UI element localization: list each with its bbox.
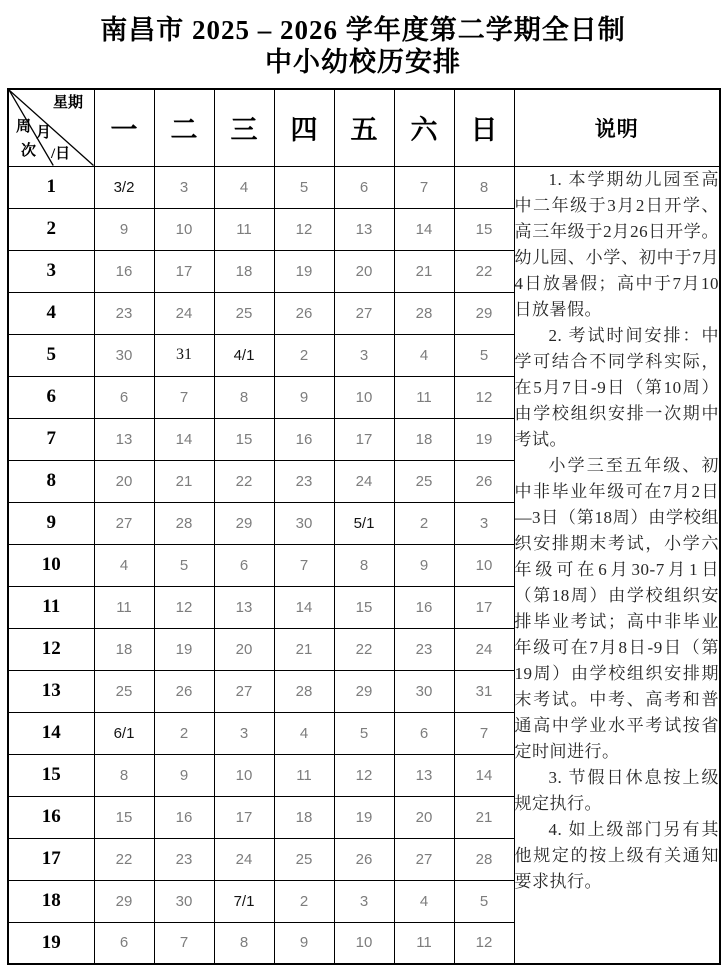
date-cell: 14: [394, 208, 454, 250]
date-cell: 21: [274, 628, 334, 670]
week-number: 4: [8, 292, 94, 334]
date-cell: 16: [154, 796, 214, 838]
week-number: 3: [8, 250, 94, 292]
date-cell: 8: [214, 922, 274, 964]
day-header-fri: 五: [334, 89, 394, 166]
date-cell: 7: [154, 922, 214, 964]
date-cell: 13: [394, 754, 454, 796]
date-cell: 24: [154, 292, 214, 334]
date-cell: 24: [214, 838, 274, 880]
date-cell: 17: [454, 586, 514, 628]
week-number: 2: [8, 208, 94, 250]
week-number: 10: [8, 544, 94, 586]
date-cell: 20: [334, 250, 394, 292]
date-cell: 2: [274, 334, 334, 376]
date-cell: 29: [454, 292, 514, 334]
date-cell: 5/1: [334, 502, 394, 544]
date-cell: 3/2: [94, 166, 154, 208]
date-cell: 28: [274, 670, 334, 712]
note-paragraph: 小学三至五年级、初中非毕业年级可在7月2日—3日（第18周）由学校组织安排期末考试，小学六年级可在6月30-7月1日（第18周）由学校组织安排毕业考试；高中非毕业年级可在7月8日-9日（第19周）由学校组织安排期末考试。中考、高考和普通高中学业水平考试按省定时间进行。: [514, 455, 719, 761]
week-number: 12: [8, 628, 94, 670]
corner-month-label: 月: [36, 125, 52, 141]
date-cell: 13: [334, 208, 394, 250]
date-cell: 11: [394, 922, 454, 964]
date-cell: 19: [274, 250, 334, 292]
page-title-line1: 南昌市 2025 – 2026 学年度第二学期全日制: [100, 15, 626, 45]
date-cell: 3: [334, 880, 394, 922]
date-cell: 28: [454, 838, 514, 880]
notes-header: 说明: [514, 89, 720, 166]
date-cell: 6: [334, 166, 394, 208]
date-cell: 25: [394, 460, 454, 502]
date-cell: 8: [454, 166, 514, 208]
date-cell: 14: [154, 418, 214, 460]
date-cell: 9: [274, 922, 334, 964]
week-number: 16: [8, 796, 94, 838]
date-cell: 29: [214, 502, 274, 544]
date-cell: 22: [454, 250, 514, 292]
day-header-sun: 日: [454, 89, 514, 166]
date-cell: 9: [154, 754, 214, 796]
date-cell: 3: [154, 166, 214, 208]
week-number: 11: [8, 586, 94, 628]
week-number: 14: [8, 712, 94, 754]
week-number: 5: [8, 334, 94, 376]
date-cell: 6: [94, 376, 154, 418]
date-cell: 29: [94, 880, 154, 922]
corner-day-label: /日: [51, 146, 71, 162]
date-cell: 28: [394, 292, 454, 334]
date-cell: 26: [274, 292, 334, 334]
page-title: [0, 14, 726, 78]
date-cell: 28: [154, 502, 214, 544]
date-cell: 4: [394, 334, 454, 376]
date-cell: 18: [94, 628, 154, 670]
date-cell: 15: [94, 796, 154, 838]
date-cell: 2: [394, 502, 454, 544]
date-cell: 7: [394, 166, 454, 208]
date-cell: 27: [214, 670, 274, 712]
date-cell: 23: [394, 628, 454, 670]
header-row: [8, 89, 720, 166]
date-cell: 31: [154, 334, 214, 376]
date-cell: 17: [334, 418, 394, 460]
date-cell: 21: [394, 250, 454, 292]
day-header-wed: 三: [214, 89, 274, 166]
date-cell: 10: [154, 208, 214, 250]
date-cell: 20: [394, 796, 454, 838]
date-cell: 15: [454, 208, 514, 250]
date-cell: 4: [214, 166, 274, 208]
date-cell: 14: [454, 754, 514, 796]
note-paragraph: 3. 节假日休息按上级规定执行。: [514, 767, 719, 813]
date-cell: 6: [94, 922, 154, 964]
date-cell: 4: [94, 544, 154, 586]
date-cell: 12: [334, 754, 394, 796]
note-paragraph: 4. 如上级部门另有其他规定的按上级有关通知要求执行。: [514, 819, 719, 891]
date-cell: 12: [454, 922, 514, 964]
date-cell: 27: [394, 838, 454, 880]
week-number: 18: [8, 880, 94, 922]
table-row: [8, 166, 720, 208]
corner-week-label-top: 周: [16, 119, 32, 135]
date-cell: 4: [274, 712, 334, 754]
corner-header-cell: [8, 89, 94, 166]
date-cell: 8: [214, 376, 274, 418]
date-cell: 27: [334, 292, 394, 334]
date-cell: 15: [214, 418, 274, 460]
date-cell: 14: [274, 586, 334, 628]
date-cell: 26: [454, 460, 514, 502]
week-number: 6: [8, 376, 94, 418]
date-cell: 6/1: [94, 712, 154, 754]
date-cell: 21: [454, 796, 514, 838]
week-number: 19: [8, 922, 94, 964]
date-cell: 4/1: [214, 334, 274, 376]
date-cell: 26: [334, 838, 394, 880]
date-cell: 5: [274, 166, 334, 208]
note-paragraph: 2. 考试时间安排：中学可结合不同学科实际，在5月7日-9日（第10周）由学校组织安排一次期中考试。: [514, 325, 719, 449]
date-cell: 4: [394, 880, 454, 922]
date-cell: 19: [454, 418, 514, 460]
date-cell: 5: [154, 544, 214, 586]
date-cell: 3: [454, 502, 514, 544]
date-cell: 19: [154, 628, 214, 670]
date-cell: 23: [154, 838, 214, 880]
date-cell: 30: [274, 502, 334, 544]
week-number: 9: [8, 502, 94, 544]
date-cell: 5: [334, 712, 394, 754]
week-number: 15: [8, 754, 94, 796]
date-cell: 9: [274, 376, 334, 418]
notes-cell: [514, 166, 720, 964]
date-cell: 10: [454, 544, 514, 586]
note-paragraph: 1. 本学期幼儿园至高中二年级于3月2日开学、高三年级于2月26日开学。幼儿园、小学、初中于7月4日放暑假；高中于7月10日放暑假。: [514, 169, 719, 319]
date-cell: 12: [154, 586, 214, 628]
date-cell: 10: [214, 754, 274, 796]
date-cell: 23: [274, 460, 334, 502]
corner-week-label-bottom: 次: [21, 143, 37, 159]
day-header-sat: 六: [394, 89, 454, 166]
date-cell: 27: [94, 502, 154, 544]
date-cell: 22: [94, 838, 154, 880]
date-cell: 12: [274, 208, 334, 250]
date-cell: 2: [274, 880, 334, 922]
date-cell: 16: [94, 250, 154, 292]
date-cell: 30: [394, 670, 454, 712]
date-cell: 13: [94, 418, 154, 460]
week-number: 8: [8, 460, 94, 502]
date-cell: 7: [154, 376, 214, 418]
date-cell: 7: [454, 712, 514, 754]
date-cell: 9: [94, 208, 154, 250]
date-cell: 7: [274, 544, 334, 586]
date-cell: 9: [394, 544, 454, 586]
date-cell: 11: [274, 754, 334, 796]
date-cell: 18: [214, 250, 274, 292]
date-cell: 20: [94, 460, 154, 502]
corner-weekday-label: 星期: [52, 95, 83, 111]
date-cell: 5: [454, 880, 514, 922]
date-cell: 11: [214, 208, 274, 250]
date-cell: 20: [214, 628, 274, 670]
date-cell: 7/1: [214, 880, 274, 922]
date-cell: 10: [334, 376, 394, 418]
date-cell: 5: [454, 334, 514, 376]
week-number: 13: [8, 670, 94, 712]
date-cell: 11: [94, 586, 154, 628]
date-cell: 30: [154, 880, 214, 922]
date-cell: 10: [334, 922, 394, 964]
calendar-table: [7, 88, 721, 965]
date-cell: 24: [454, 628, 514, 670]
week-number: 1: [8, 166, 94, 208]
date-cell: 3: [214, 712, 274, 754]
date-cell: 16: [394, 586, 454, 628]
date-cell: 17: [154, 250, 214, 292]
date-cell: 3: [334, 334, 394, 376]
date-cell: 19: [334, 796, 394, 838]
date-cell: 6: [214, 544, 274, 586]
day-header-tue: 二: [154, 89, 214, 166]
date-cell: 23: [94, 292, 154, 334]
week-number: 7: [8, 418, 94, 460]
date-cell: 8: [94, 754, 154, 796]
day-header-thu: 四: [274, 89, 334, 166]
week-number: 17: [8, 838, 94, 880]
date-cell: 30: [94, 334, 154, 376]
date-cell: 12: [454, 376, 514, 418]
date-cell: 25: [274, 838, 334, 880]
date-cell: 11: [394, 376, 454, 418]
date-cell: 8: [334, 544, 394, 586]
date-cell: 31: [454, 670, 514, 712]
date-cell: 25: [214, 292, 274, 334]
date-cell: 15: [334, 586, 394, 628]
date-cell: 16: [274, 418, 334, 460]
date-cell: 24: [334, 460, 394, 502]
date-cell: 25: [94, 670, 154, 712]
date-cell: 17: [214, 796, 274, 838]
date-cell: 22: [334, 628, 394, 670]
date-cell: 18: [394, 418, 454, 460]
date-cell: 18: [274, 796, 334, 838]
date-cell: 2: [154, 712, 214, 754]
date-cell: 21: [154, 460, 214, 502]
page-title-line2: 中小幼校历安排: [265, 47, 461, 77]
date-cell: 22: [214, 460, 274, 502]
date-cell: 6: [394, 712, 454, 754]
date-cell: 29: [334, 670, 394, 712]
day-header-mon: 一: [94, 89, 154, 166]
date-cell: 26: [154, 670, 214, 712]
date-cell: 13: [214, 586, 274, 628]
